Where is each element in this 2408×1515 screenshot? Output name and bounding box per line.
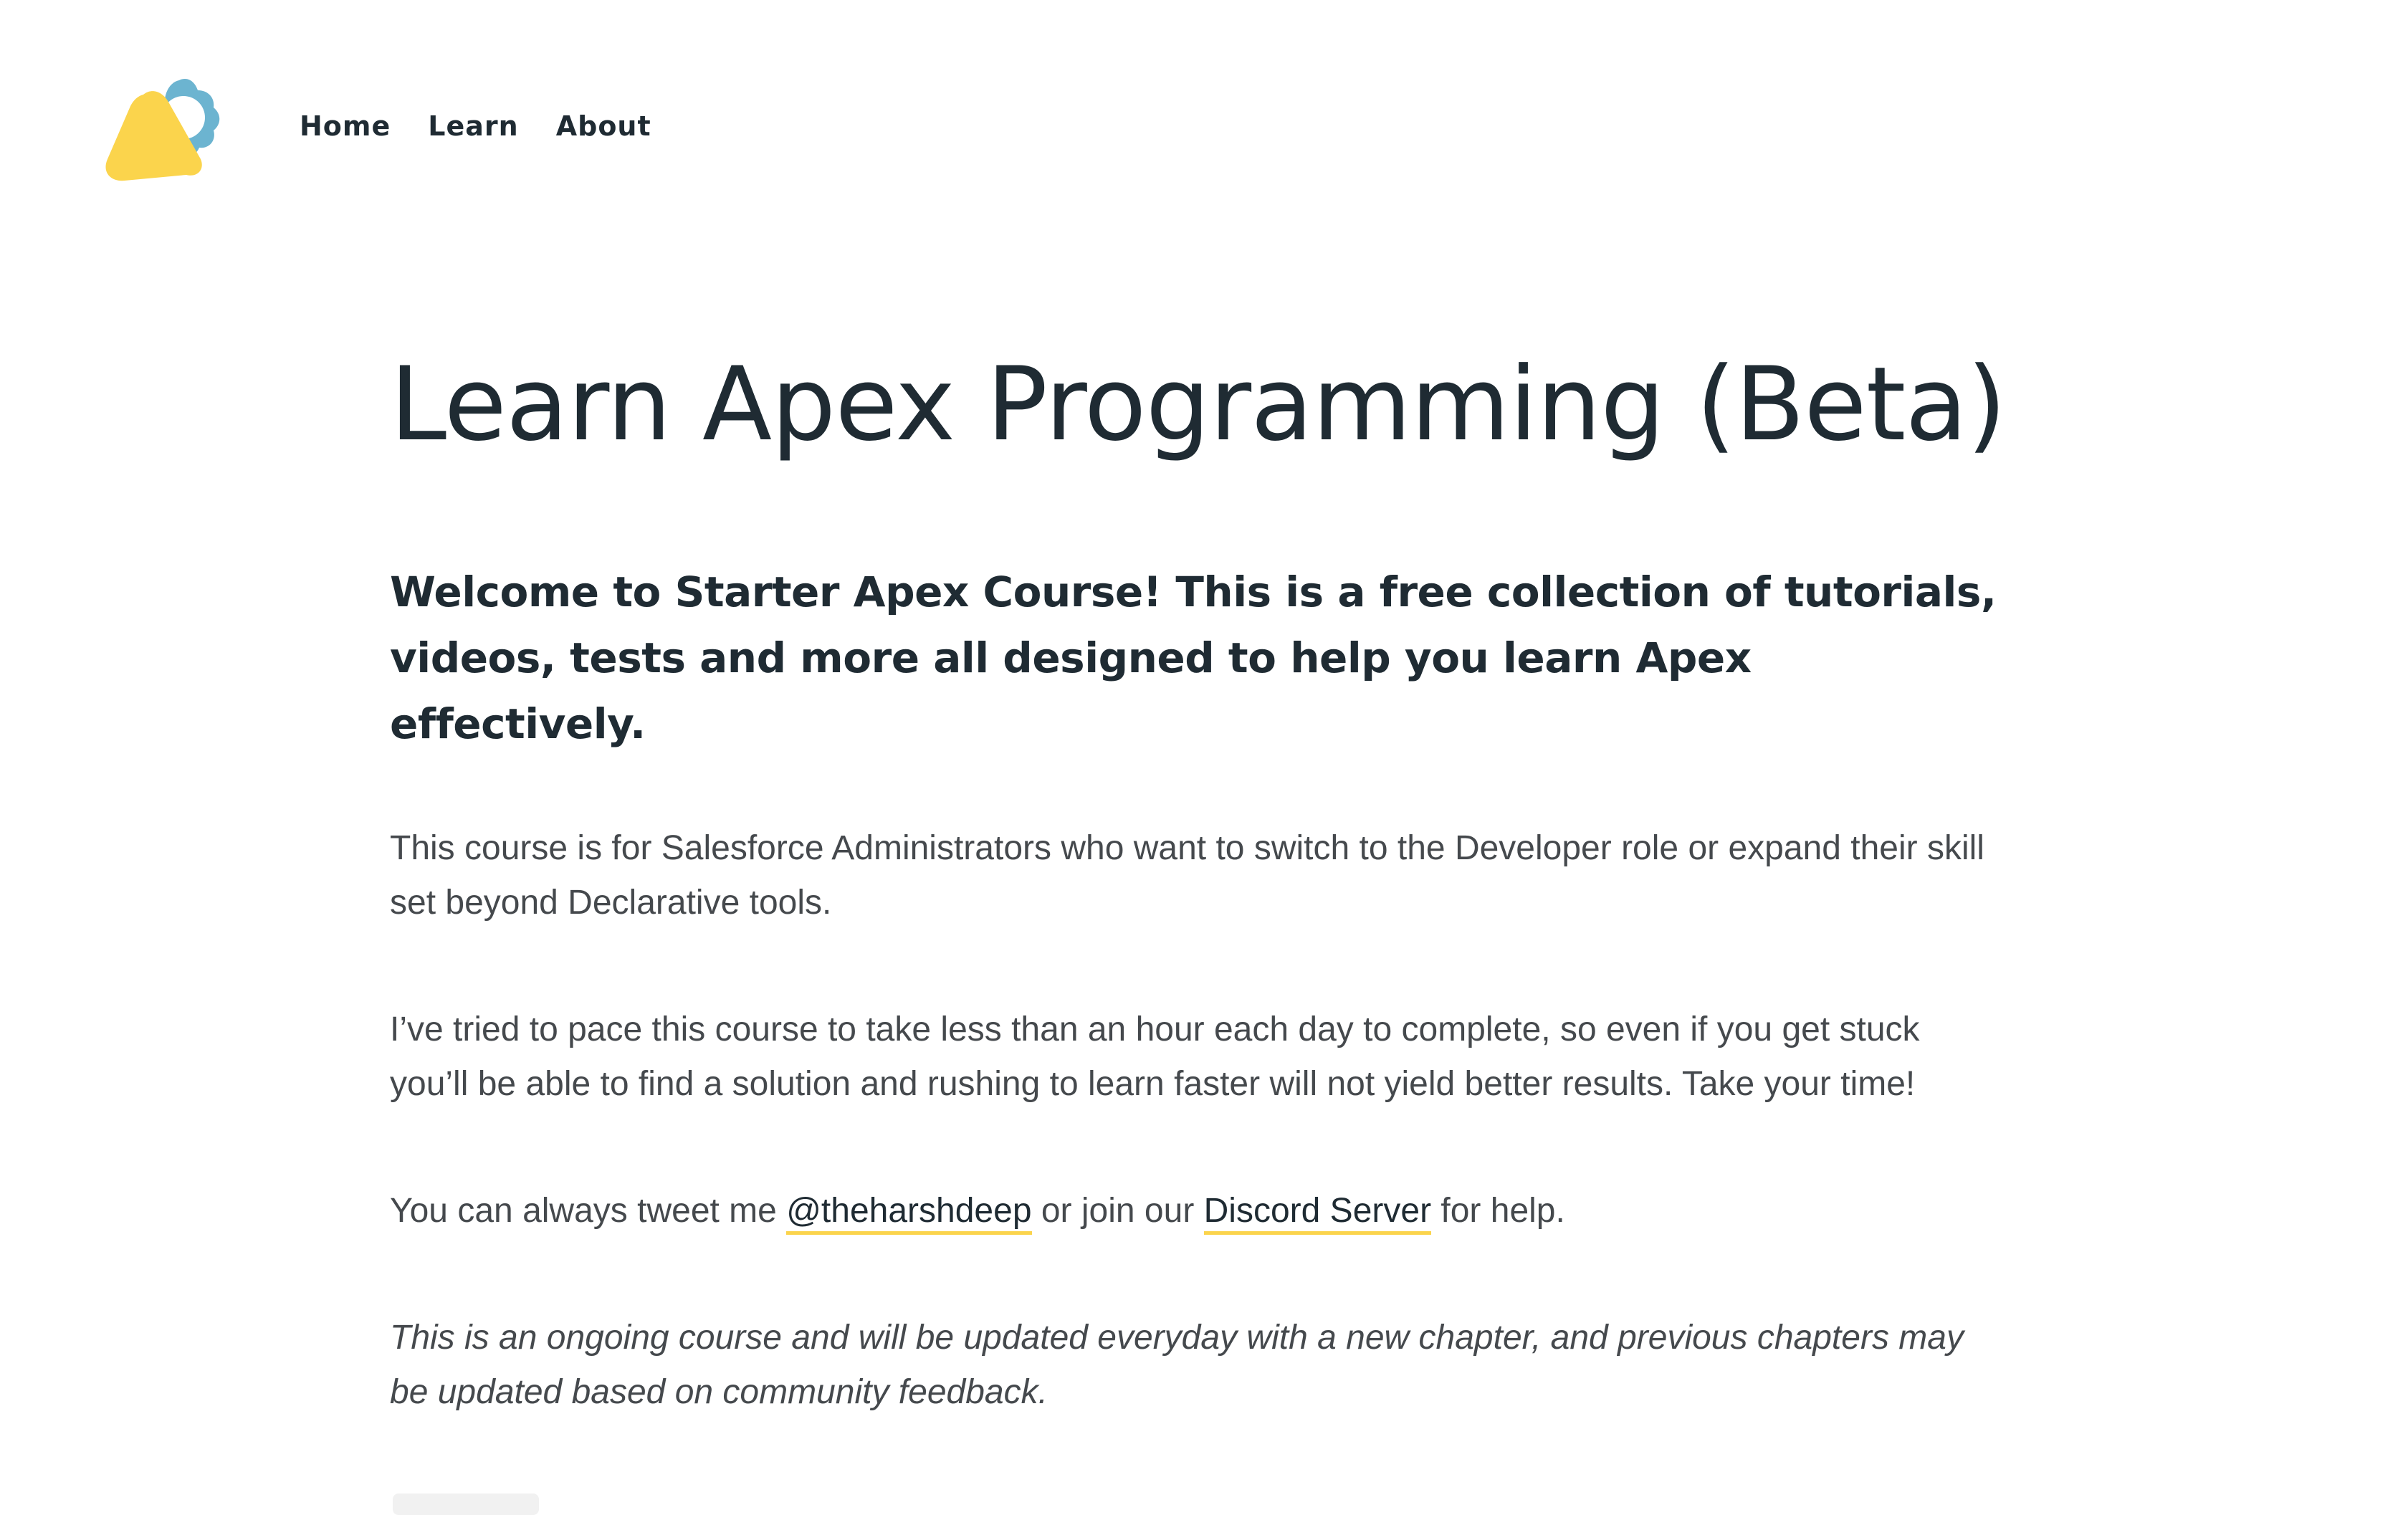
nav-about[interactable]: About <box>555 110 651 142</box>
site-header <box>0 0 2408 229</box>
update-note: This is an ongoing course and will be updated everyday with a new chapter, and previous chapters may be updated based on community feedback. <box>390 1319 1964 1411</box>
main-nav <box>300 105 689 148</box>
nav-learn[interactable]: Learn <box>428 110 519 142</box>
intro-lead: Welcome to Starter Apex Course! This is a free collection of tutorials, videos, tests and more all designed to help you learn Apex effectively. <box>390 568 1997 748</box>
blob-logo-icon <box>100 75 229 182</box>
audience-paragraph: This course is for Salesforce Administrators who want to switch to the Developer role or expand their skill set beyond Declarative tools. <box>390 829 1984 922</box>
discord-link[interactable]: Discord Server <box>1204 1192 1431 1235</box>
contact-paragraph <box>390 1184 2002 1238</box>
contact-suffix: for help. <box>1431 1192 1565 1230</box>
contact-middle: or join our <box>1031 1192 1204 1230</box>
contact-prefix: You can always tweet me <box>390 1192 787 1230</box>
twitter-link[interactable]: @theharshdeep <box>786 1192 1031 1235</box>
page-title: Learn Apex Programming (Beta) <box>390 345 2006 464</box>
next-section-button-partial[interactable] <box>393 1494 539 1515</box>
pace-paragraph: I’ve tried to pace this course to take less than an hour each day to complete, so even if you get stuck you’ll be able to find a solution and rushing to learn faster will not yield better results. Take your time! <box>390 1010 1920 1103</box>
nav-home[interactable]: Home <box>300 110 391 142</box>
main-content <box>390 337 2006 1420</box>
